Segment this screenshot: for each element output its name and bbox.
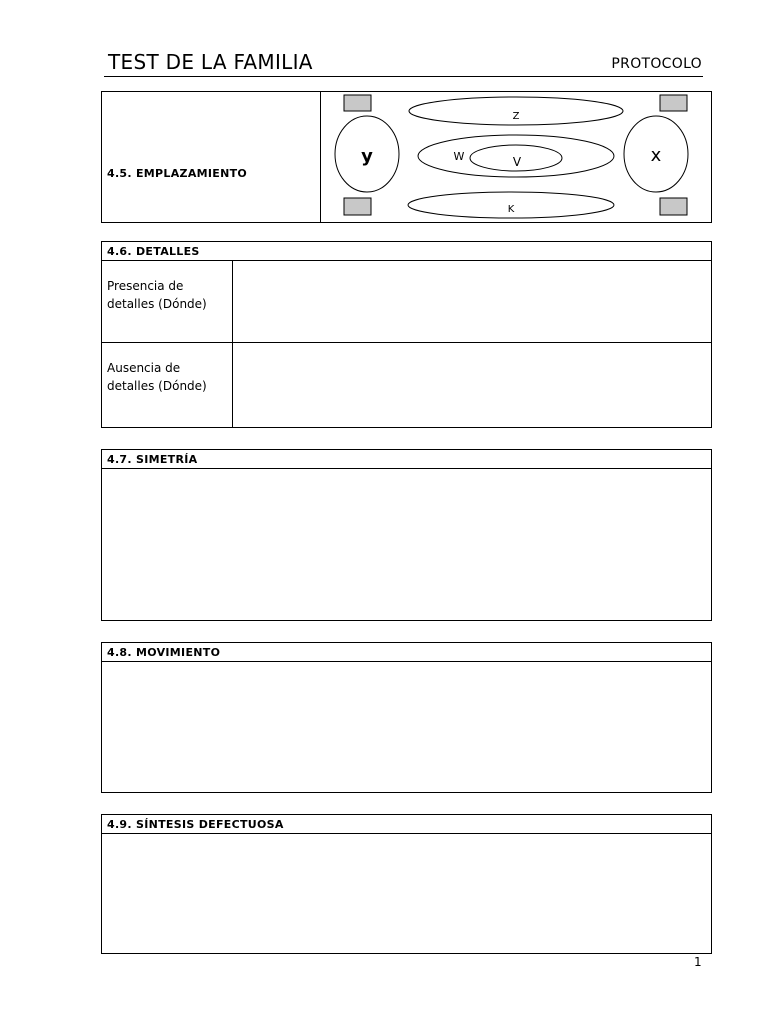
corner-square-bottom-left: [344, 198, 371, 215]
label-k: K: [507, 204, 515, 215]
section-sintesis-defectuosa: [101, 814, 712, 954]
document-type-label: PROTOCOLO: [611, 56, 702, 72]
section-title: 4.5. EMPLAZAMIENTO: [107, 167, 248, 180]
movimiento-field[interactable]: [102, 662, 711, 792]
section-title: 4.7. SIMETRÍA: [102, 450, 711, 469]
sintesis-field[interactable]: [102, 834, 711, 953]
label-w: W: [453, 150, 465, 163]
corner-square-top-right: [660, 95, 687, 111]
section-movimiento: [101, 642, 712, 793]
label-x: x: [650, 145, 662, 166]
label-z: Z: [512, 111, 520, 122]
corner-square-top-left: [344, 95, 371, 111]
detalles-row-presencia: [102, 261, 711, 343]
section-title: 4.6. DETALLES: [102, 242, 711, 261]
section-title: 4.9. SÍNTESIS DEFECTUOSA: [102, 815, 711, 834]
page-number: 1: [694, 955, 702, 969]
corner-square-bottom-right: [660, 198, 687, 215]
simetria-field[interactable]: [102, 469, 711, 620]
emplazamiento-diagram: [321, 92, 711, 222]
ausencia-field[interactable]: [233, 343, 711, 427]
presencia-field[interactable]: [233, 261, 711, 342]
header-rule: [104, 76, 703, 77]
row-label: Ausencia de detalles (Dónde): [102, 343, 233, 427]
section-title: 4.8. MOVIMIENTO: [102, 643, 711, 662]
label-v: V: [512, 155, 522, 169]
label-y: y: [361, 146, 373, 167]
section-detalles: [101, 241, 712, 428]
emplazamiento-label-cell: [102, 92, 321, 222]
document-title: TEST DE LA FAMILIA: [108, 50, 313, 74]
section-simetria: [101, 449, 712, 621]
section-emplazamiento: [101, 91, 712, 223]
row-label: Presencia de detalles (Dónde): [102, 261, 233, 342]
detalles-row-ausencia: [102, 343, 711, 427]
